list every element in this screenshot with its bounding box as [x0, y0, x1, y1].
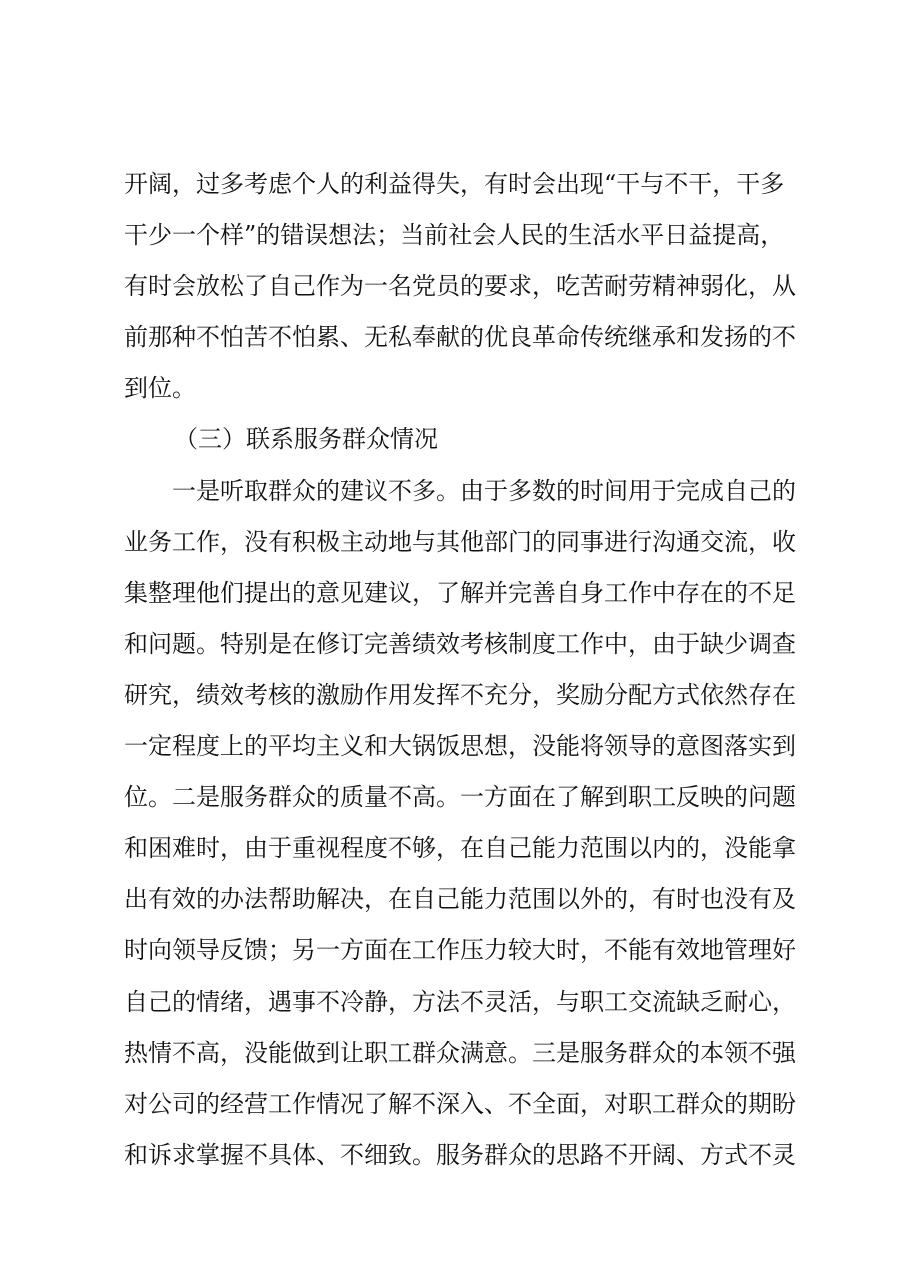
text-line: 和诉求掌握不具体、不细致。服务群众的思路不开阔、方式不灵	[124, 1140, 796, 1169]
text-line: 有时会放松了自己作为一名党员的要求，吃苦耐劳精神弱化，从	[124, 272, 796, 301]
paragraph-first-line: 一是听取群众的建议不多。由于多数的时间用于完成自己的	[172, 476, 796, 505]
text-line: 开阔，过多考虑个人的利益得失，有时会出现“干与不干，干多	[124, 170, 785, 198]
text-line: 自己的情绪，遇事不冷静，方法不灵活，与职工交流缺乏耐心，	[124, 987, 796, 1016]
text-line: 和问题。特别是在修订完善绩效考核制度工作中，由于缺少调查	[124, 629, 796, 658]
text-line: 热情不高，没能做到让职工群众满意。三是服务群众的本领不强	[124, 1038, 796, 1067]
text-line: 位。二是服务群众的质量不高。一方面在了解到职工反映的问题	[124, 783, 796, 812]
text-line: 业务工作，没有积极主动地与其他部门的同事进行沟通交流，收	[124, 527, 796, 556]
section-heading: （三）联系服务群众情况	[174, 425, 438, 454]
text-line: 对公司的经营工作情况了解不深入、不全面，对职工群众的期盼	[124, 1089, 796, 1118]
body-text	[124, 159, 810, 1181]
text-line: 前那种不怕苦不怕累、无私奉献的优良革命传统继承和发扬的不	[124, 323, 796, 352]
text-line: 时向领导反馈；另一方面在工作压力较大时，不能有效地管理好	[124, 936, 796, 965]
text-line: 出有效的办法帮助解决，在自己能力范围以外的，有时也没有及	[124, 885, 796, 914]
text-line: 一定程度上的平均主义和大锅饭思想，没能将领导的意图落实到	[124, 732, 796, 761]
text-line: 集整理他们提出的意见建议，了解并完善自身工作中存在的不足	[124, 578, 796, 607]
text-line: 到位。	[124, 374, 196, 403]
text-line: 研究，绩效考核的激励作用发挥不充分，奖励分配方式依然存在	[124, 680, 796, 709]
text-line: 干少一个样”的错误想法；当前社会人民的生活水平日益提高，	[124, 221, 785, 250]
text-line: 和困难时，由于重视程度不够，在自己能力范围以内的，没能拿	[124, 834, 796, 863]
